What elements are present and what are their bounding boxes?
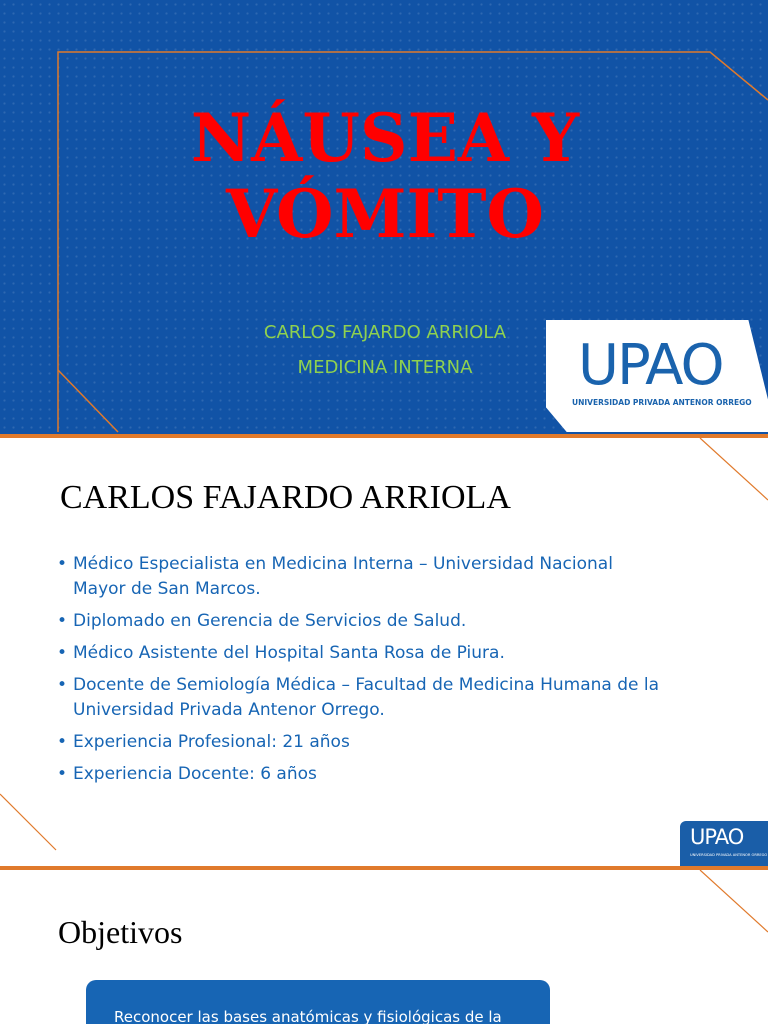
- list-item: [55, 730, 715, 755]
- presentation-title: [120, 100, 650, 252]
- title-line-1: NÁUSEA Y: [190, 99, 580, 177]
- bullet-dot: •: [57, 611, 68, 631]
- bullet-text: Experiencia Profesional: 21 años: [73, 732, 350, 752]
- presenter-name: CARLOS FAJARDO ARRIOLA: [263, 322, 507, 343]
- objective-card: [86, 980, 550, 1024]
- profile-slide: [0, 438, 768, 866]
- bullet-dot: •: [57, 675, 68, 695]
- bullet-text-line-1: Médico Especialista en Medicina Interna – Universidad Nacional: [73, 554, 613, 574]
- bullet-text-line-2: Universidad Privada Antenor Orrego.: [73, 700, 385, 720]
- bullet-text-line-2: Mayor de San Marcos.: [73, 579, 261, 599]
- bullet-dot: •: [57, 732, 68, 752]
- objectives-heading: Objetivos: [58, 914, 183, 950]
- upao-small-logo-caption: UNIVERSIDAD PRIVADA ANTENOR ORREGO: [690, 853, 768, 857]
- list-item: [55, 762, 715, 787]
- bullet-text: Experiencia Docente: 6 años: [73, 764, 317, 784]
- bullet-text: Médico Asistente del Hospital Santa Rosa de Piura.: [73, 643, 505, 663]
- title-line-2: VÓMITO: [225, 175, 545, 253]
- list-item: [55, 673, 715, 723]
- list-item: [55, 609, 715, 634]
- upao-small-logo: [680, 821, 768, 866]
- bullet-dot: •: [57, 764, 68, 784]
- objectives-slide: [0, 870, 768, 1024]
- bullet-text: Diplomado en Gerencia de Servicios de Salud.: [73, 611, 467, 631]
- bullet-dot: •: [57, 643, 68, 663]
- profile-heading: CARLOS FAJARDO ARRIOLA: [60, 479, 511, 516]
- upao-small-logo-text: UPAO: [690, 825, 744, 849]
- presenter-department: MEDICINA INTERNA: [297, 357, 473, 378]
- list-item: [55, 552, 715, 602]
- upao-logo: UPAO: [578, 333, 723, 398]
- objective-text: Reconocer las bases anatómicas y fisiológicas de la: [114, 1008, 502, 1024]
- upao-logo-caption: UNIVERSIDAD PRIVADA ANTENOR ORREGO: [572, 398, 752, 407]
- bullet-dot: •: [57, 554, 68, 574]
- bullet-text-line-1: Docente de Semiología Médica – Facultad de Medicina Humana de la: [73, 675, 660, 695]
- profile-bullet-list: [55, 552, 715, 794]
- title-slide: [0, 0, 768, 434]
- list-item: [55, 641, 715, 666]
